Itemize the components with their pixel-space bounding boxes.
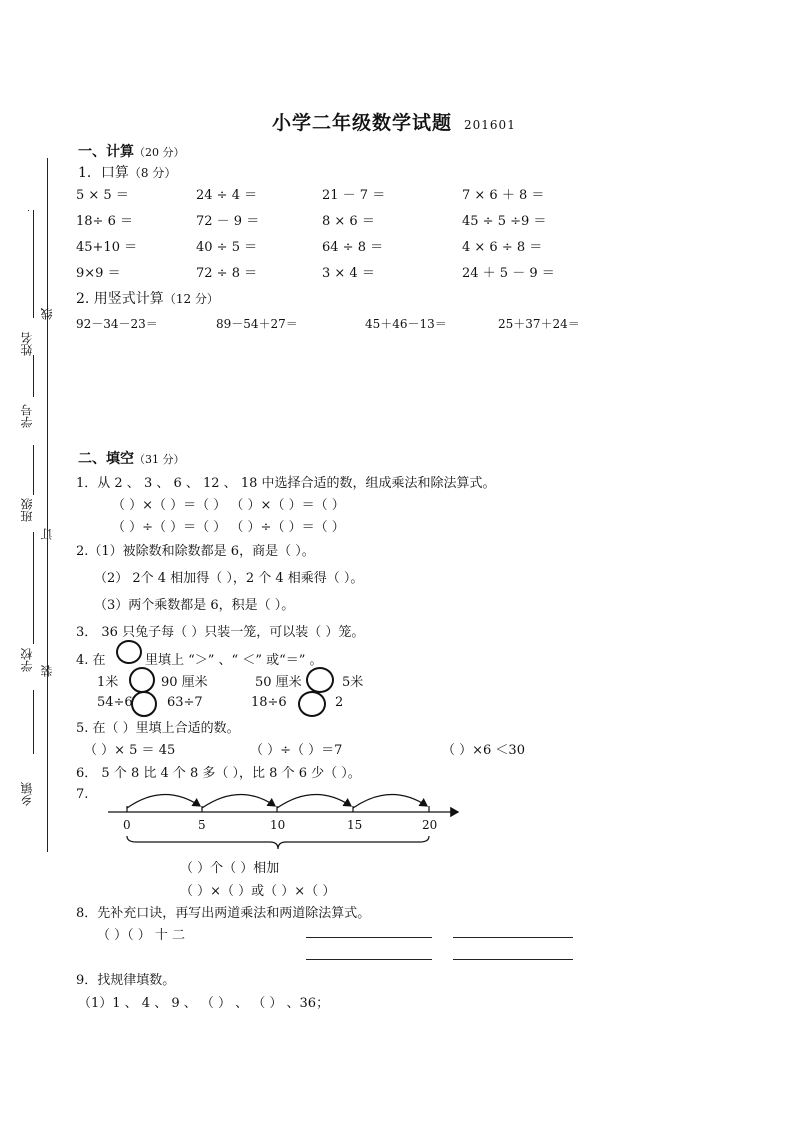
vertical-calc-1: 92－34－23＝ (76, 317, 158, 331)
section2-heading (78, 448, 185, 468)
section1-points: （20 分） (134, 146, 185, 159)
oral-r3-c1: 72 ÷ 8 ＝ (196, 266, 258, 281)
vertical-calc-4: 25＋37＋24＝ (498, 317, 580, 331)
field-class-label: 班级 (20, 498, 34, 522)
vertical-calc-3: 45＋46－13＝ (365, 317, 447, 331)
answer-line-2 (453, 937, 573, 938)
school-underline (33, 532, 34, 644)
fill-q8: 8．先补充口诀，再写出两道乘法和两道除法算式。 (76, 906, 371, 921)
section2-title: 二、填空 (78, 451, 134, 467)
compare-circle-icon (116, 640, 142, 664)
q4-c-circle[interactable] (131, 691, 157, 717)
fill-q4-pre: 4. 在 (76, 653, 106, 668)
binding-zhuang: 装 (40, 665, 54, 677)
tick-label-0: 0 (123, 818, 131, 832)
q4-b2: 5米 (342, 675, 364, 690)
fill-q2b: （2） 2个 4 相加得（ ），2 个 4 相乘得（ ）。 (94, 571, 364, 586)
binding-line (47, 158, 48, 852)
oral-r3-c0: 9×9 ＝ (76, 266, 121, 281)
field-number-label: 学号 (20, 404, 34, 428)
answer-line-1 (306, 937, 432, 938)
fill-q4-post: 里填上 “＞” 、“ ＜” 或“＝” 。 (145, 653, 323, 668)
oral-r1-c0: 18÷ 6 ＝ (76, 214, 133, 229)
fill-q7: 7. (76, 787, 89, 802)
q4-d-circle[interactable] (298, 691, 326, 717)
q4-a2: 90 厘米 (161, 675, 208, 690)
section1-title: 一、计算 (78, 144, 134, 160)
fill-q1: 1．从 2 、 3 、 6 、 12 、 18 中选择合适的数，组成乘法和除法算式。 (76, 476, 496, 491)
tick-label-20: 20 (422, 818, 438, 832)
oral-r0-c2: 21 － 7 ＝ (322, 188, 386, 203)
oral-r0-c3: 7 × 6 ＋ 8 ＝ (462, 188, 545, 203)
town-underline (33, 690, 34, 754)
name-underline (33, 210, 34, 318)
fill-q5: 5. 在（ ）里填上合适的数。 (76, 721, 240, 736)
oral-r2-c0: 45+10 ＝ (76, 240, 138, 255)
q1-points: （8 分） (128, 166, 177, 180)
field-name-label: 姓名 (20, 332, 34, 356)
binding-xian: 线 (40, 308, 54, 320)
field-town-label: 乡镇 (20, 782, 34, 806)
title-code: 201601 (464, 118, 516, 132)
q4-b-circle[interactable] (306, 667, 334, 693)
oral-r2-c3: 4 × 6 ÷ 8 ＝ (462, 240, 543, 255)
fill-q9: 9．找规律填数。 (76, 973, 176, 988)
q4-c1: 54÷6 (97, 695, 133, 710)
fill-q1-line2: （ ）÷（ ）＝（ ） （ ）÷（ ）＝（ ） (112, 520, 345, 535)
section1-heading (78, 141, 185, 161)
number-underline (33, 355, 34, 397)
binding-ding: 订 (40, 528, 54, 540)
tick-label-5: 5 (198, 818, 206, 832)
answer-line-4 (453, 959, 573, 960)
oral-r2-c2: 64 ÷ 8 ＝ (322, 240, 384, 255)
fill-q3: 3． 36 只兔子每（ ）只装一笼，可以装（ ）笼。 (76, 625, 365, 640)
fill-q1-line1: （ ）×（ ）＝（ ） （ ）×（ ）＝（ ） (112, 498, 345, 513)
tick-label-10: 10 (270, 818, 286, 832)
q4-d1: 18÷6 (251, 695, 287, 710)
oral-r0-c1: 24 ÷ 4 ＝ (196, 188, 258, 203)
q2-heading (76, 288, 219, 308)
q4-a-circle[interactable] (129, 667, 155, 693)
oral-r1-c1: 72 － 9 ＝ (196, 214, 260, 229)
fill-q5-a: （ ）× 5 ＝ 45 (84, 743, 176, 758)
name-blank (28, 210, 29, 211)
fill-q6: 6． 5 个 8 比 4 个 8 多（ ），比 8 个 6 少（ ）。 (76, 766, 361, 781)
q2-points: （12 分） (163, 292, 219, 306)
fill-q8-line: （ ）（ ） 十 二 (97, 928, 186, 943)
title-text: 小学二年级数学试题 (272, 112, 453, 134)
fill-q2a: 2.（1）被除数和除数都是 6，商是（ ）。 (76, 544, 315, 559)
fill-q7-line2: （ ）×（ ）或（ ）×（ ） (180, 884, 336, 899)
q1-title: 1．口算 (78, 165, 129, 181)
fill-q9-1: （1）1 、 4 、 9 、 （ ） 、 （ ） 、36； (78, 996, 330, 1011)
oral-r3-c3: 24 ＋ 5 － 9 ＝ (462, 266, 555, 281)
oral-r3-c2: 3 × 4 ＝ (322, 266, 375, 281)
fill-q7-line1: （ ）个（ ）相加 (180, 861, 280, 876)
section2-points: （31 分） (134, 453, 185, 466)
page-title (272, 108, 516, 135)
oral-r1-c3: 45 ÷ 5 ÷9 ＝ (462, 214, 547, 229)
class-underline (33, 445, 34, 495)
oral-r2-c1: 40 ÷ 5 ＝ (196, 240, 258, 255)
oral-r0-c0: 5 × 5 ＝ (76, 188, 129, 203)
q2-title: 2. 用竖式计算 (76, 291, 164, 307)
q4-c2: 63÷7 (167, 695, 203, 710)
fill-q5-b: （ ）÷（ ）＝7 (250, 743, 343, 758)
q4-b1: 50 厘米 (255, 675, 302, 690)
tick-label-15: 15 (347, 818, 363, 832)
q4-a1: 1米 (97, 675, 119, 690)
fill-q5-c: （ ）×6 ＜30 (442, 743, 525, 758)
oral-r1-c2: 8 × 6 ＝ (322, 214, 375, 229)
vertical-calc-2: 89－54＋27＝ (216, 317, 298, 331)
fill-q2c: （3）两个乘数都是 6，积是（ ）。 (94, 598, 295, 613)
field-school-label: 学校 (20, 648, 34, 672)
q4-d2: 2 (335, 695, 344, 710)
answer-line-3 (306, 959, 432, 960)
q1-heading (78, 162, 176, 182)
